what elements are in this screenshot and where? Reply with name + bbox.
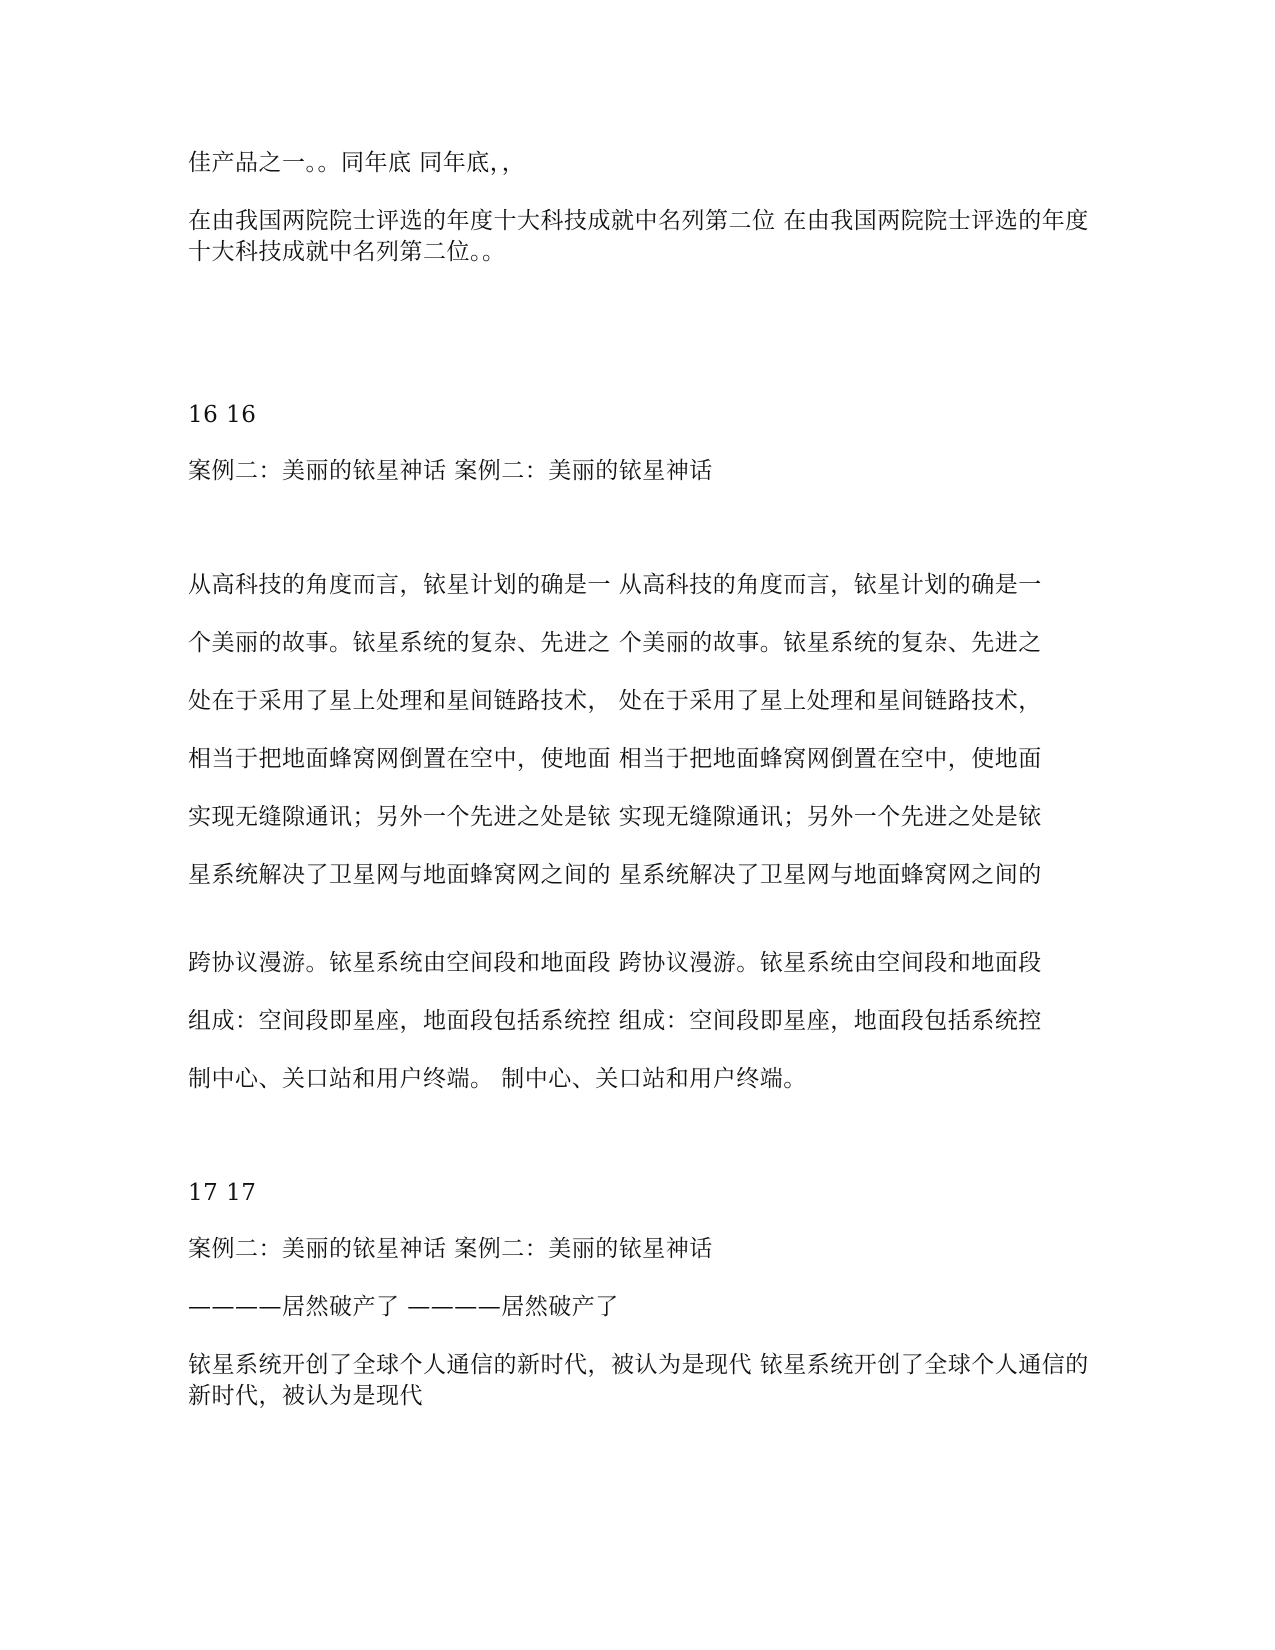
section-17-subtitle: ————居然破产了 ————居然破产了	[188, 1294, 619, 1320]
section-16-title: 案例二：美丽的铱星神话 案例二：美丽的铱星神话	[188, 458, 713, 484]
section-16-paragraph-line: 相当于把地面蜂窝网倒置在空中，使地面 相当于把地面蜂窝网倒置在空中，使地面	[188, 746, 1042, 772]
section-16-paragraph-line: 制中心、关口站和用户终端。 制中心、关口站和用户终端。	[188, 1066, 807, 1092]
intro-line-1: 佳产品之一。。同年底 同年底，，	[188, 150, 526, 176]
section-16-paragraph-line: 从高科技的角度而言，铱星计划的确是一 从高科技的角度而言，铱星计划的确是一	[188, 572, 1042, 598]
section-16-paragraph-line: 组成：空间段即星座，地面段包括系统控 组成：空间段即星座，地面段包括系统控	[188, 1008, 1042, 1034]
section-16-paragraph-line: 个美丽的故事。铱星系统的复杂、先进之 个美丽的故事。铱星系统的复杂、先进之	[188, 630, 1042, 656]
section-16-paragraph-line: 处在于采用了星上处理和星间链路技术， 处在于采用了星上处理和星间链路技术，	[188, 688, 1042, 714]
page-number-17: 17 17	[188, 1180, 257, 1206]
section-17-title: 案例二：美丽的铱星神话 案例二：美丽的铱星神话	[188, 1236, 713, 1262]
intro-line-2: 在由我国两院院士评选的年度十大科技成就中名列第二位 在由我国两院院士评选的年度十大科技成就中名列第二位。。	[188, 208, 1089, 265]
section-16-paragraph-line: 星系统解决了卫星网与地面蜂窝网之间的 星系统解决了卫星网与地面蜂窝网之间的	[188, 862, 1042, 888]
page-number-16: 16 16	[188, 402, 257, 428]
section-16-paragraph-line: 实现无缝隙通讯；另外一个先进之处是铱 实现无缝隙通讯；另外一个先进之处是铱	[188, 804, 1042, 830]
section-16-paragraph-line: 跨协议漫游。铱星系统由空间段和地面段 跨协议漫游。铱星系统由空间段和地面段	[188, 950, 1042, 976]
section-17-paragraph: 铱星系统开创了全球个人通信的新时代，被认为是现代 铱星系统开创了全球个人通信的新时代，被认为是现代	[188, 1352, 1089, 1409]
